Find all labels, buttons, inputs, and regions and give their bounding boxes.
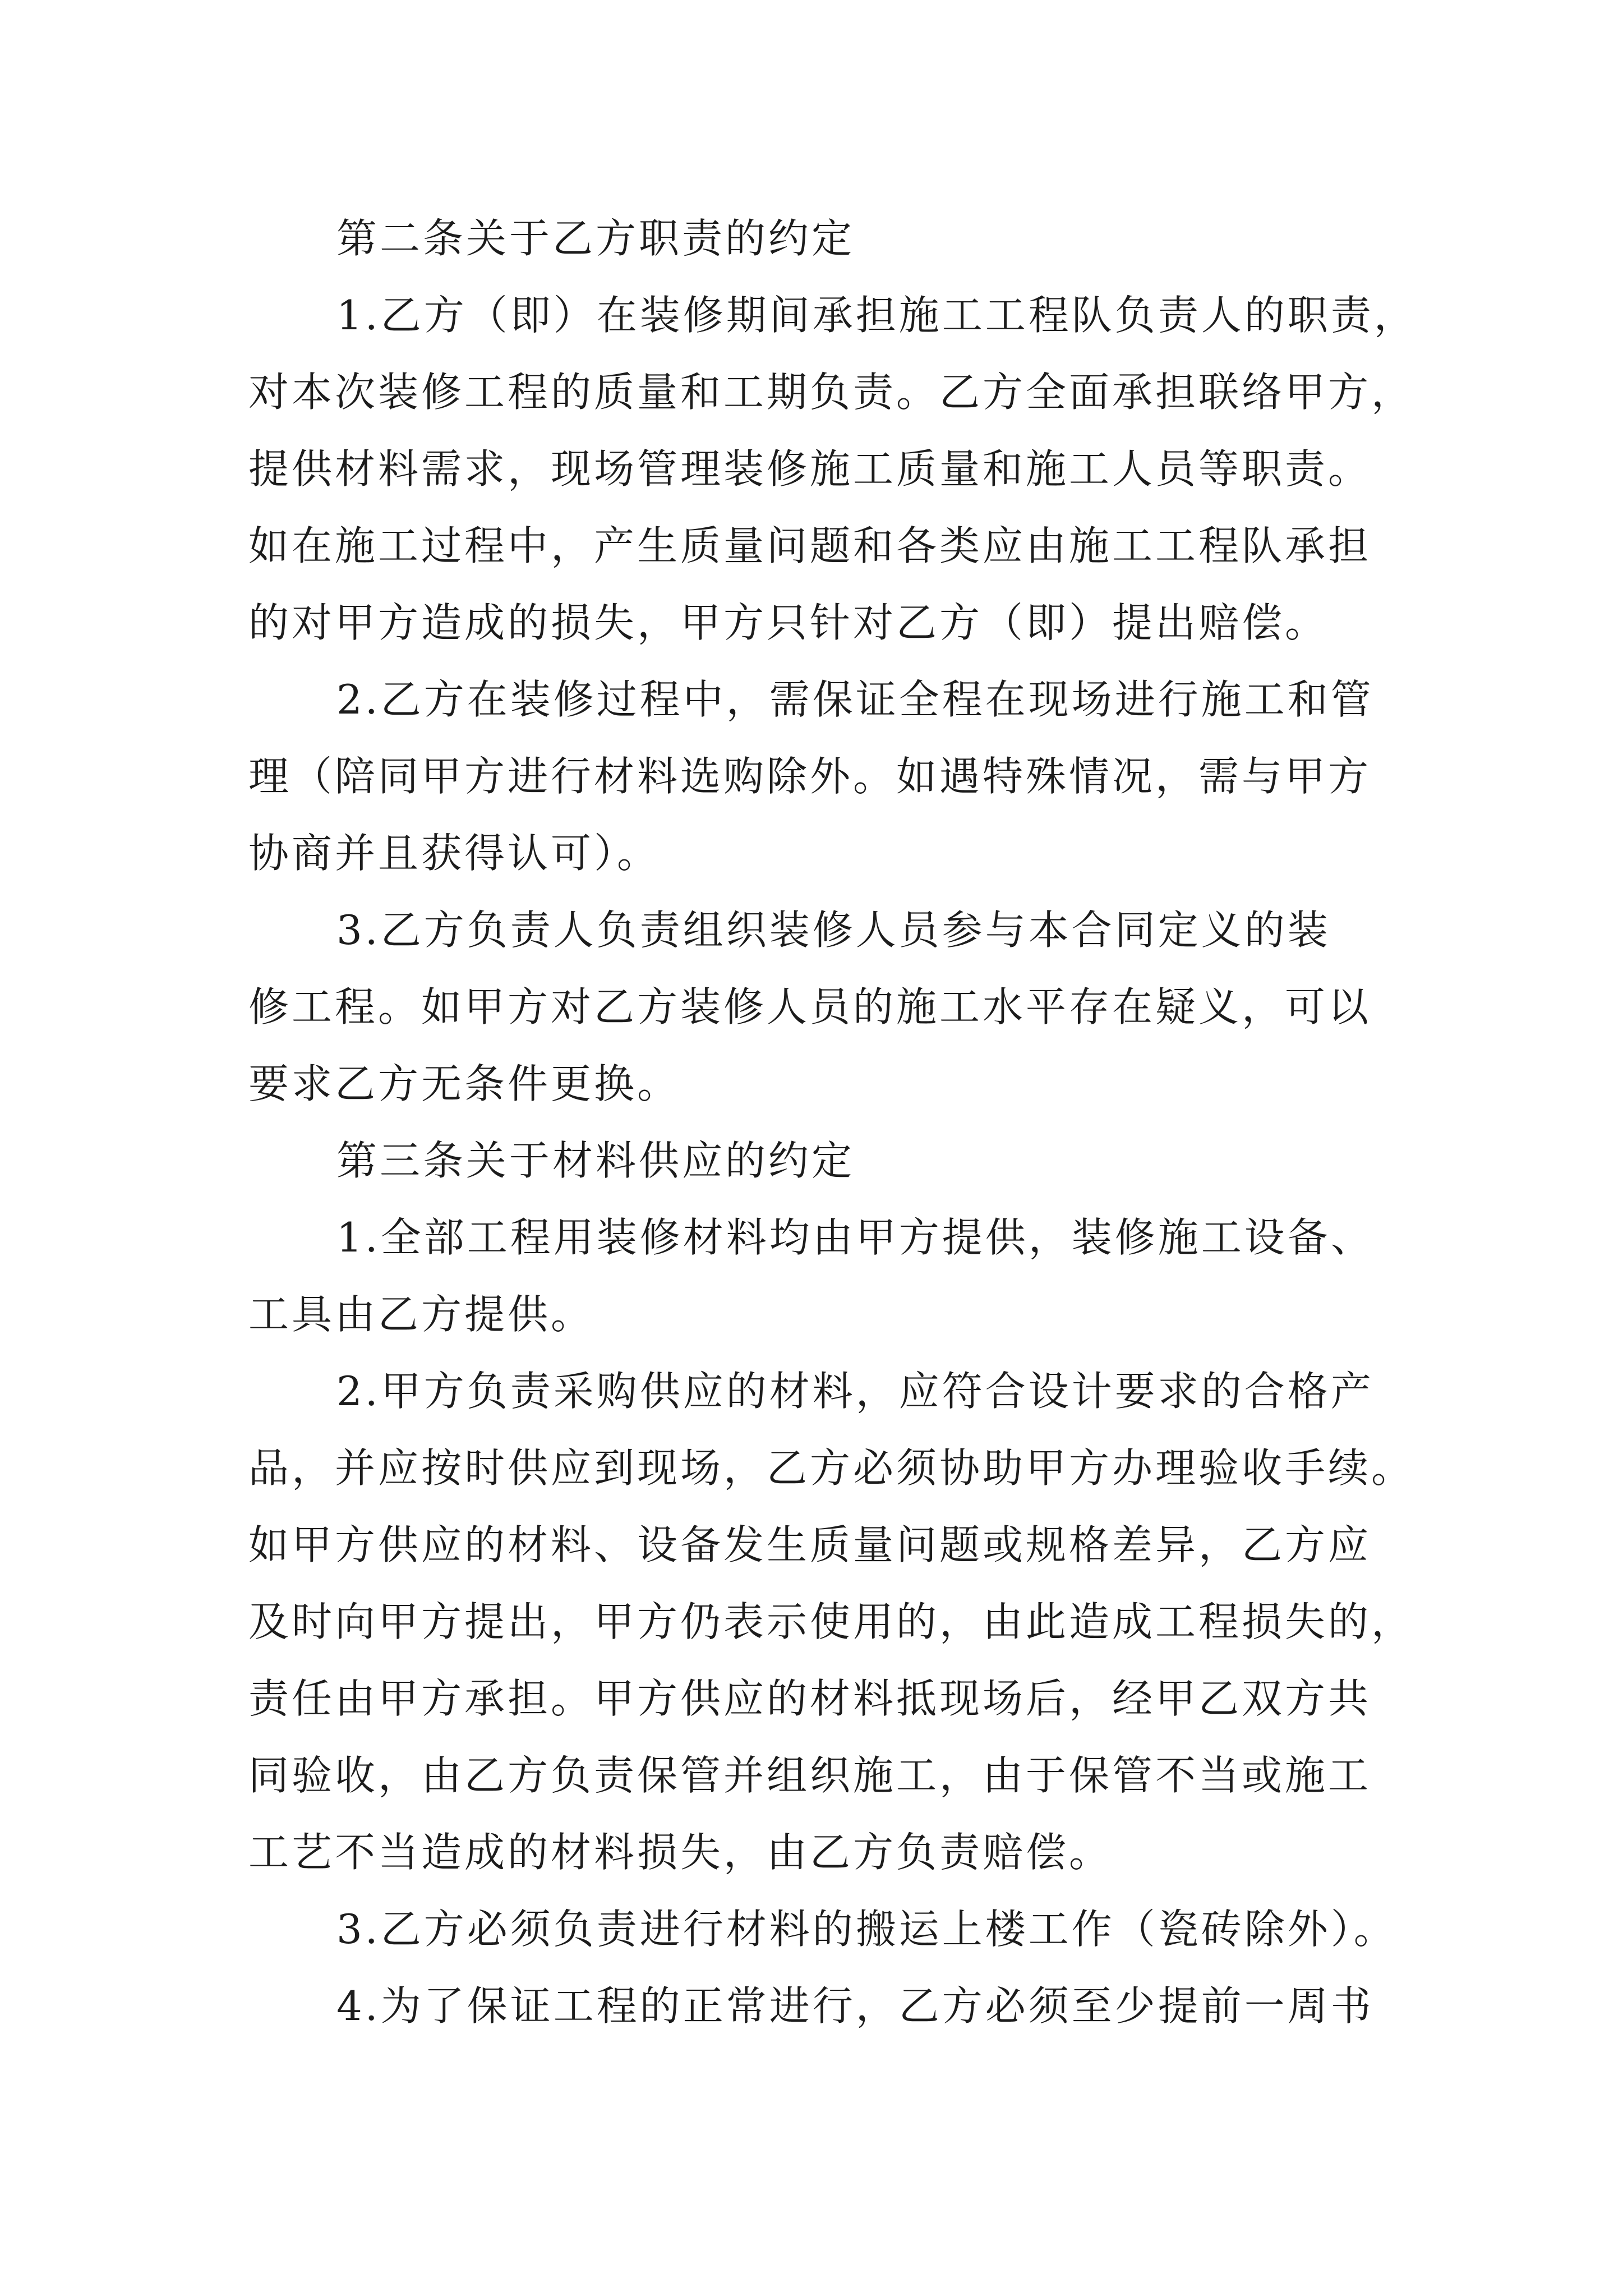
text-line: 理（陪同甲方进行材料选购除外。如遇特殊情况，需与甲方 (248, 753, 1372, 800)
text-line: 3.乙方必须负责进行材料的搬运上楼工作（瓷砖除外）。 (336, 1906, 1397, 1953)
text-line: 3.乙方负责人负责组织装修人员参与本合同定义的装 (336, 907, 1331, 954)
text-line: 协商并且获得认可）。 (248, 830, 661, 877)
paragraph (248, 1968, 1454, 2045)
text-line: 工艺不当造成的材料损失，由乙方负责赔偿。 (248, 1829, 1113, 1876)
text-line: 1.全部工程用装修材料均由甲方提供，装修施工设备、 (336, 1214, 1374, 1261)
text-line: 的对甲方造成的损失，甲方只针对乙方（即）提出赔偿。 (248, 599, 1329, 646)
text-line: 修工程。如甲方对乙方装修人员的施工水平存在疑义，可以 (248, 983, 1372, 1030)
text-line: 1.乙方（即）在装修期间承担施工工程队负责人的职责， (336, 292, 1417, 339)
paragraph (248, 1891, 1454, 1968)
text-line: 对本次装修工程的质量和工期负责。乙方全面承担联络甲方， (248, 369, 1415, 416)
section-heading (248, 200, 1454, 277)
text-line: 如在施工过程中，产生质量问题和各类应由施工工程队承担 (248, 522, 1372, 569)
text-line: 第二条关于乙方职责的约定 (336, 215, 855, 262)
text-line: 如甲方供应的材料、设备发生质量问题或规格差异，乙方应 (248, 1521, 1372, 1568)
text-line: 4.为了保证工程的正常进行，乙方必须至少提前一周书 (336, 1982, 1374, 2030)
section-heading (248, 1122, 1454, 1199)
paragraph (248, 892, 1454, 1122)
paragraph (248, 1199, 1454, 1353)
text-line: 责任由甲方承担。甲方供应的材料抵现场后，经甲乙双方共 (248, 1675, 1372, 1722)
text-line: 提供材料需求，现场管理装修施工质量和施工人员等职责。 (248, 445, 1372, 493)
text-line: 要求乙方无条件更换。 (248, 1060, 681, 1107)
paragraph (248, 277, 1454, 661)
text-line: 同验收，由乙方负责保管并组织施工，由于保管不当或施工 (248, 1752, 1372, 1799)
text-line: 工具由乙方提供。 (248, 1291, 594, 1338)
paragraph (248, 661, 1454, 892)
text-line: 品，并应按时供应到现场，乙方必须协助甲方办理验收手续。 (248, 1444, 1415, 1492)
paragraph (248, 1353, 1454, 1891)
text-line: 及时向甲方提出，甲方仍表示使用的，由此造成工程损失的， (248, 1598, 1415, 1645)
text-line: 第三条关于材料供应的约定 (336, 1137, 855, 1184)
text-line: 2.甲方负责采购供应的材料，应符合设计要求的合格产 (336, 1368, 1374, 1415)
document-body (248, 200, 1454, 2045)
text-line: 2.乙方在装修过程中，需保证全程在现场进行施工和管 (336, 676, 1374, 723)
